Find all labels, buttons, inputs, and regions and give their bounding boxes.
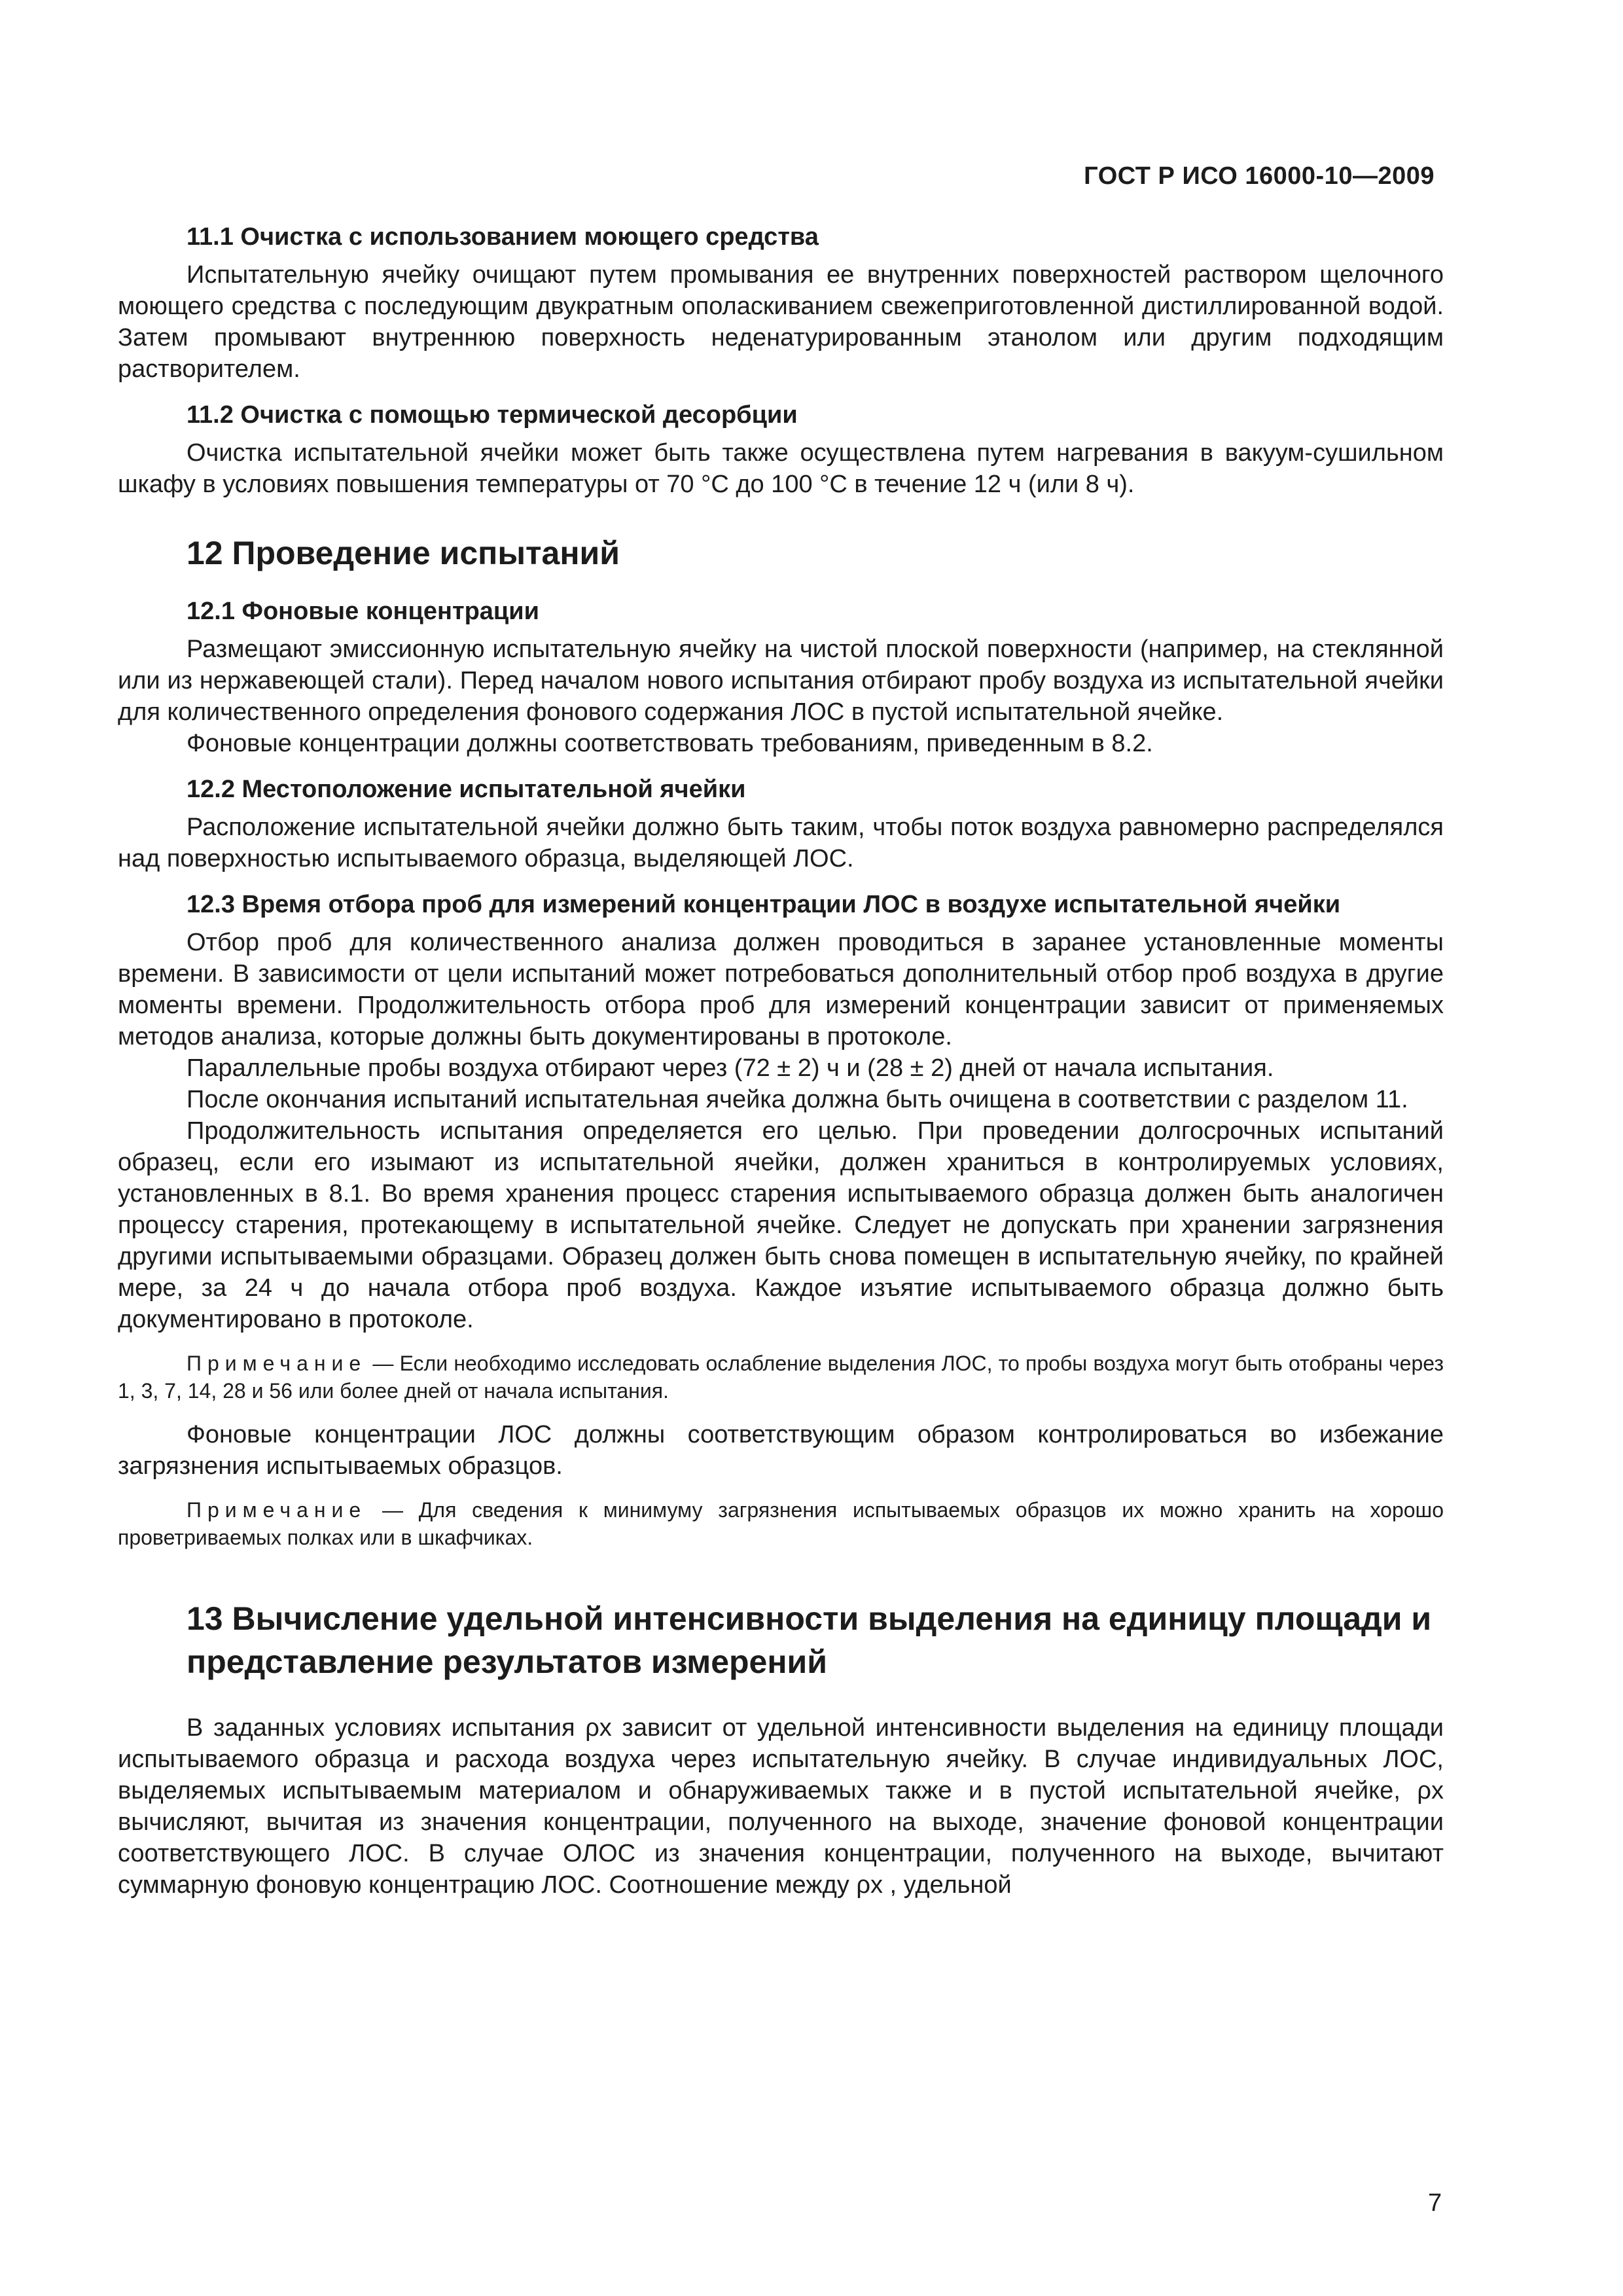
note-2-text: — Для сведения к минимуму загрязнения испытываемых образцов их можно хранить на хорошо проветриваемых полках или в шкафчиках. <box>118 1498 1444 1549</box>
page-content <box>118 221 1444 1901</box>
standard-header: ГОСТ Р ИСО 16000-10—2009 <box>1084 162 1435 190</box>
section-11-1-paragraph: Испытательную ячейку очищают путем промывания ее внутренних поверхностей раствором щелочного моющего средства с последующим двукратным ополаскиванием свежеприготовленной дистиллированной водой. Затем промывают внутреннюю поверхность неденатурированным этанолом или другим подходящим растворителем. <box>118 261 1444 383</box>
note-2 <box>118 1496 1444 1551</box>
section-11-2-heading: 11.2 Очистка с помощью термической десорбции <box>187 401 798 429</box>
section-11-2-paragraph: Очистка испытательной ячейки может быть также осуществлена путем нагревания в вакуум-сушильном шкафу в условиях повышения температуры от 70 °С до 100 °С в течение 12 ч (или 8 ч). <box>118 439 1444 498</box>
section-12-3-paragraph-3: После окончания испытаний испытательная ячейка должна быть очищена в соответствии с разделом 11. <box>187 1086 1408 1113</box>
section-12-1-paragraph-1: Размещают эмиссионную испытательную ячейку на чистой плоской поверхности (например, на стеклянной или из нержавеющей стали). Перед началом нового испытания отбирают пробу воздуха из испытательной ячейки для количественного определения фонового содержания ЛОС в пустой испытательной ячейке. <box>118 636 1444 726</box>
note-1-label: Примечание <box>187 1352 367 1375</box>
section-12-heading: 12 Проведение испытаний <box>187 535 620 571</box>
section-12-1-paragraph-2: Фоновые концентрации должны соответствовать требованиям, приведенным в 8.2. <box>187 730 1153 757</box>
section-12-3-paragraph-2: Параллельные пробы воздуха отбирают через (72 ± 2) ч и (28 ± 2) дней от начала испытания. <box>187 1054 1274 1082</box>
section-13-paragraph: В заданных условиях испытания ρx зависит от удельной интенсивности выделения на единицу площади испытываемого образца и расхода воздуха через испытательную ячейку. В случае индивидуальных ЛОС, выделяемых испытываемым материалом и обнаруживаемых также и в пустой испытательной ячейке, ρx вычисляют, вычитая из значения концентрации, полученного на выходе, значение фоновой концентрации соответствующего ЛОС. В случае ОЛОС из значения концентрации, полученного на выходе, вычитают суммарную фоновую концентрацию ЛОС. Соотношение между ρx , удельной <box>118 1714 1444 1899</box>
note-2-label: Примечание <box>187 1498 367 1522</box>
note-1 <box>118 1350 1444 1405</box>
section-13-heading: 13 Вычисление удельной интенсивности выделения на единицу площади и представление результатов измерений <box>187 1600 1432 1680</box>
section-11-1-heading: 11.1 Очистка с использованием моющего средства <box>187 223 819 251</box>
section-12-2-paragraph: Расположение испытательной ячейки должно быть таким, чтобы поток воздуха равномерно распределялся над поверхностью испытываемого образца, выделяющей ЛОС. <box>118 814 1444 872</box>
note-1-text: — Если необходимо исследовать ослабление выделения ЛОС, то пробы воздуха могут быть отобраны через 1, 3, 7, 14, 28 и 56 или более дней от начала испытания. <box>118 1352 1444 1403</box>
section-12-1-heading: 12.1 Фоновые концентрации <box>187 598 539 625</box>
section-12-3-heading: 12.3 Время отбора проб для измерений концентрации ЛОС в воздухе испытательной ячейки <box>187 891 1341 918</box>
page-number: 7 <box>1428 2189 1442 2217</box>
section-12-3-paragraph-1: Отбор проб для количественного анализа должен проводиться в заранее установленные моменты времени. В зависимости от цели испытаний может потребоваться дополнительный отбор проб воздуха в другие моменты времени. Продолжительность отбора проб для измерений концентрации зависит от применяемых методов анализа, которые должны быть документированы в протоколе. <box>118 929 1444 1050</box>
section-12-2-heading: 12.2 Местоположение испытательной ячейки <box>187 776 746 803</box>
section-12-3-paragraph-5: Фоновые концентрации ЛОС должны соответствующим образом контролироваться во избежание загрязнения испытываемых образцов. <box>118 1421 1444 1480</box>
section-12-3-paragraph-4: Продолжительность испытания определяется его целью. При проведении долгосрочных испытаний образец, если его изымают из испытательной ячейки, должен храниться в контролируемых условиях, установленных в 8.1. Во время хранения процесс старения испытываемого образца должен быть аналогичен процессу старения, протекающему в испытательной ячейке. Следует не допускать при хранении загрязнения другими испытываемыми образцами. Образец должен быть снова помещен в испытательную ячейку, по крайней мере, за 24 ч до начала отбора проб воздуха. Каждое изъятие испытываемого образца должно быть документировано в протоколе. <box>118 1117 1444 1333</box>
